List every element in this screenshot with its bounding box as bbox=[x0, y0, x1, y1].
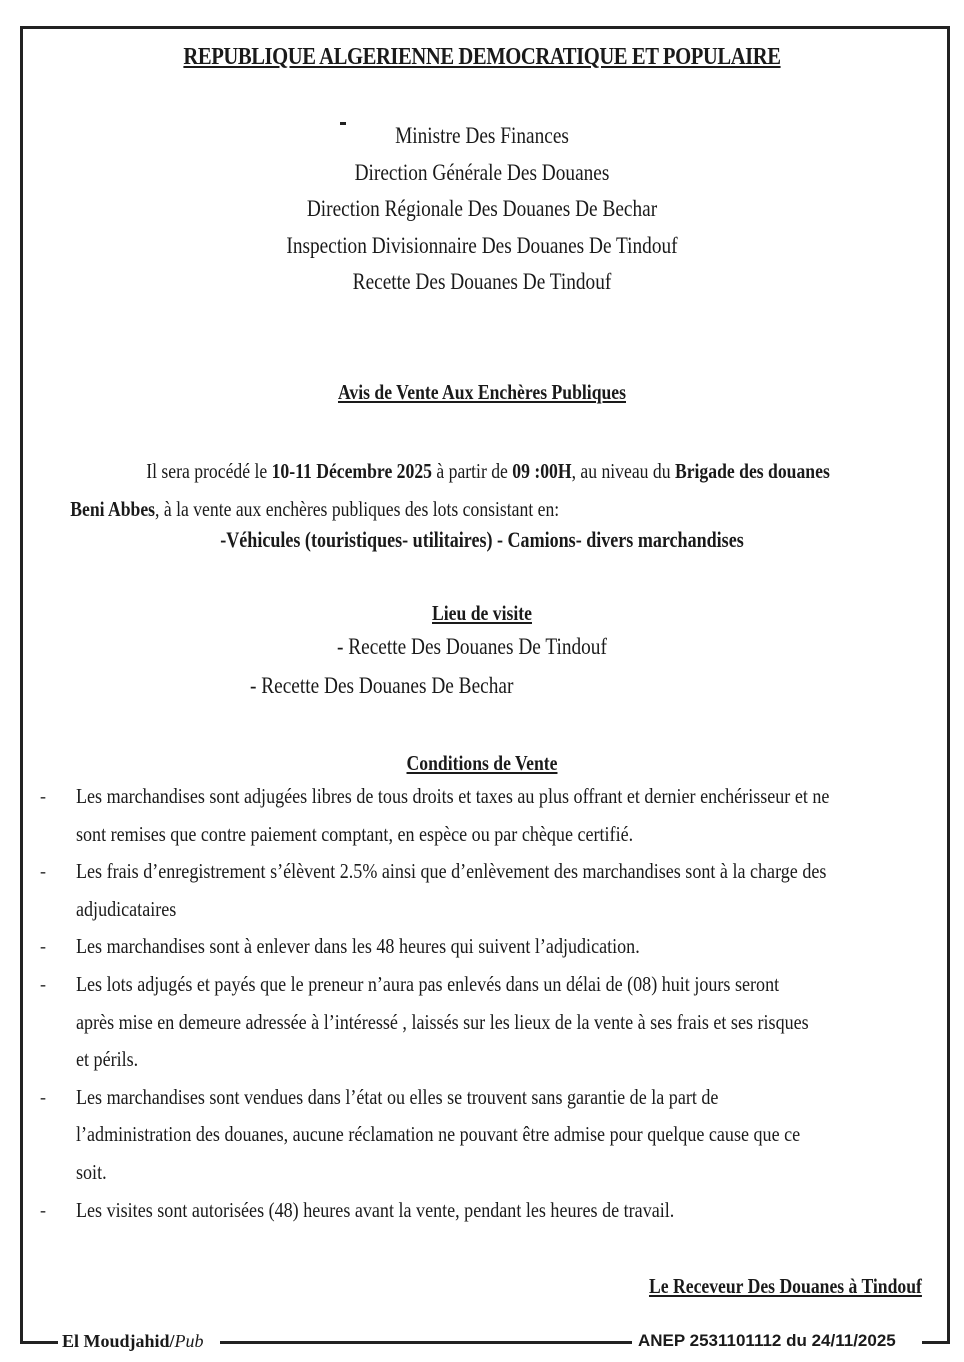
institution-line: Ministre Des Finances bbox=[395, 123, 569, 148]
bullet-icon: - bbox=[40, 974, 46, 994]
condition-line: Les marchandises sont vendues dans l’état ou elles se trouvent sans garantie de la part de bbox=[76, 1084, 719, 1109]
bullet-icon: - bbox=[40, 786, 46, 806]
notice-title: Avis de Vente Aux Enchères Publiques bbox=[337, 380, 627, 404]
intro-text: , à la vente aux enchères publiques des lots consistant en: bbox=[155, 497, 560, 521]
intro-text: à partir de bbox=[431, 459, 513, 483]
bullet-icon: - bbox=[40, 1199, 46, 1220]
institution-line: Direction Générale Des Douanes bbox=[354, 159, 610, 185]
condition-line: Les marchandises sont adjugées libres de tous droits et taxes au plus offrant et dernier enchérisseur et ne bbox=[76, 784, 830, 808]
condition-line: Les lots adjugés et payés que le preneur n’aura pas enlevés dans un délai de (08) huit jours seront bbox=[76, 972, 780, 996]
condition-line: soit. bbox=[76, 1160, 107, 1184]
signature: Le Receveur Des Douanes à Tindouf bbox=[649, 1274, 922, 1298]
publication-credit bbox=[58, 1331, 208, 1351]
auction-time: 09 :00H bbox=[512, 459, 572, 483]
border-bottom-left bbox=[20, 1341, 60, 1344]
bullet-icon: - bbox=[40, 1086, 46, 1107]
institutions-block bbox=[0, 118, 964, 301]
condition-line: Les visites sont autorisées (48) heures avant la vente, pendant les heures de travail. bbox=[76, 1197, 675, 1222]
institution-line: Inspection Divisionnaire Des Douanes De Tindouf bbox=[286, 232, 678, 258]
border-bottom-right bbox=[922, 1341, 950, 1344]
condition-line: Les frais d’enregistrement s’élèvent 2.5% ainsi que d’enlèvement des marchandises sont à la charge des bbox=[76, 859, 827, 884]
institution-line: Direction Régionale Des Douanes De Bechar bbox=[306, 196, 658, 221]
bullet-icon: - bbox=[40, 861, 46, 882]
condition-line: l’administration des douanes, aucune réclamation ne pouvant être admise pour quelque cause que ce bbox=[76, 1122, 801, 1147]
institution-line: Recette Des Douanes De Tindouf bbox=[352, 269, 612, 294]
visit-place: - Recette Des Douanes De Tindouf bbox=[337, 634, 607, 659]
auction-place-city: Beni Abbes bbox=[70, 497, 156, 521]
intro-text: , au niveau du bbox=[571, 459, 675, 483]
republic-title: REPUBLIQUE ALGERIENNE DEMOCRATIQUE ET POPULAIRE bbox=[183, 44, 781, 70]
lots-description: -Véhicules (touristiques- utilitaires) - Camions- divers marchandises bbox=[220, 527, 744, 552]
border-bottom-middle bbox=[220, 1341, 632, 1344]
visit-title: Lieu de visite bbox=[432, 601, 532, 625]
condition-line: adjudicataires bbox=[76, 896, 177, 921]
anep-reference: ANEP 2531101112 du 24/11/2025 bbox=[634, 1331, 900, 1351]
auction-date: 10-11 Décembre 2025 bbox=[271, 459, 432, 483]
visit-place: - Recette Des Douanes De Bechar bbox=[250, 673, 514, 698]
condition-line: et périls. bbox=[76, 1047, 139, 1072]
publication-suffix: Pub bbox=[174, 1331, 204, 1351]
bullet-icon: - bbox=[40, 936, 46, 957]
auction-place: Brigade des douanes bbox=[674, 459, 830, 483]
condition-line: Les marchandises sont à enlever dans les 48 heures qui suivent l’adjudication. bbox=[76, 934, 640, 959]
condition-line: sont remises que contre paiement comptant, en espèce ou par chèque certifié. bbox=[76, 821, 634, 846]
publication-name: El Moudjahid/ bbox=[62, 1331, 175, 1351]
intro-text: Il sera procédé le bbox=[146, 459, 272, 483]
condition-line: après mise en demeure adressée à l’intéressé , laissés sur les lieux de la vente à ses frais et ses risques bbox=[76, 1009, 809, 1034]
conditions-title: Conditions de Vente bbox=[406, 751, 558, 775]
